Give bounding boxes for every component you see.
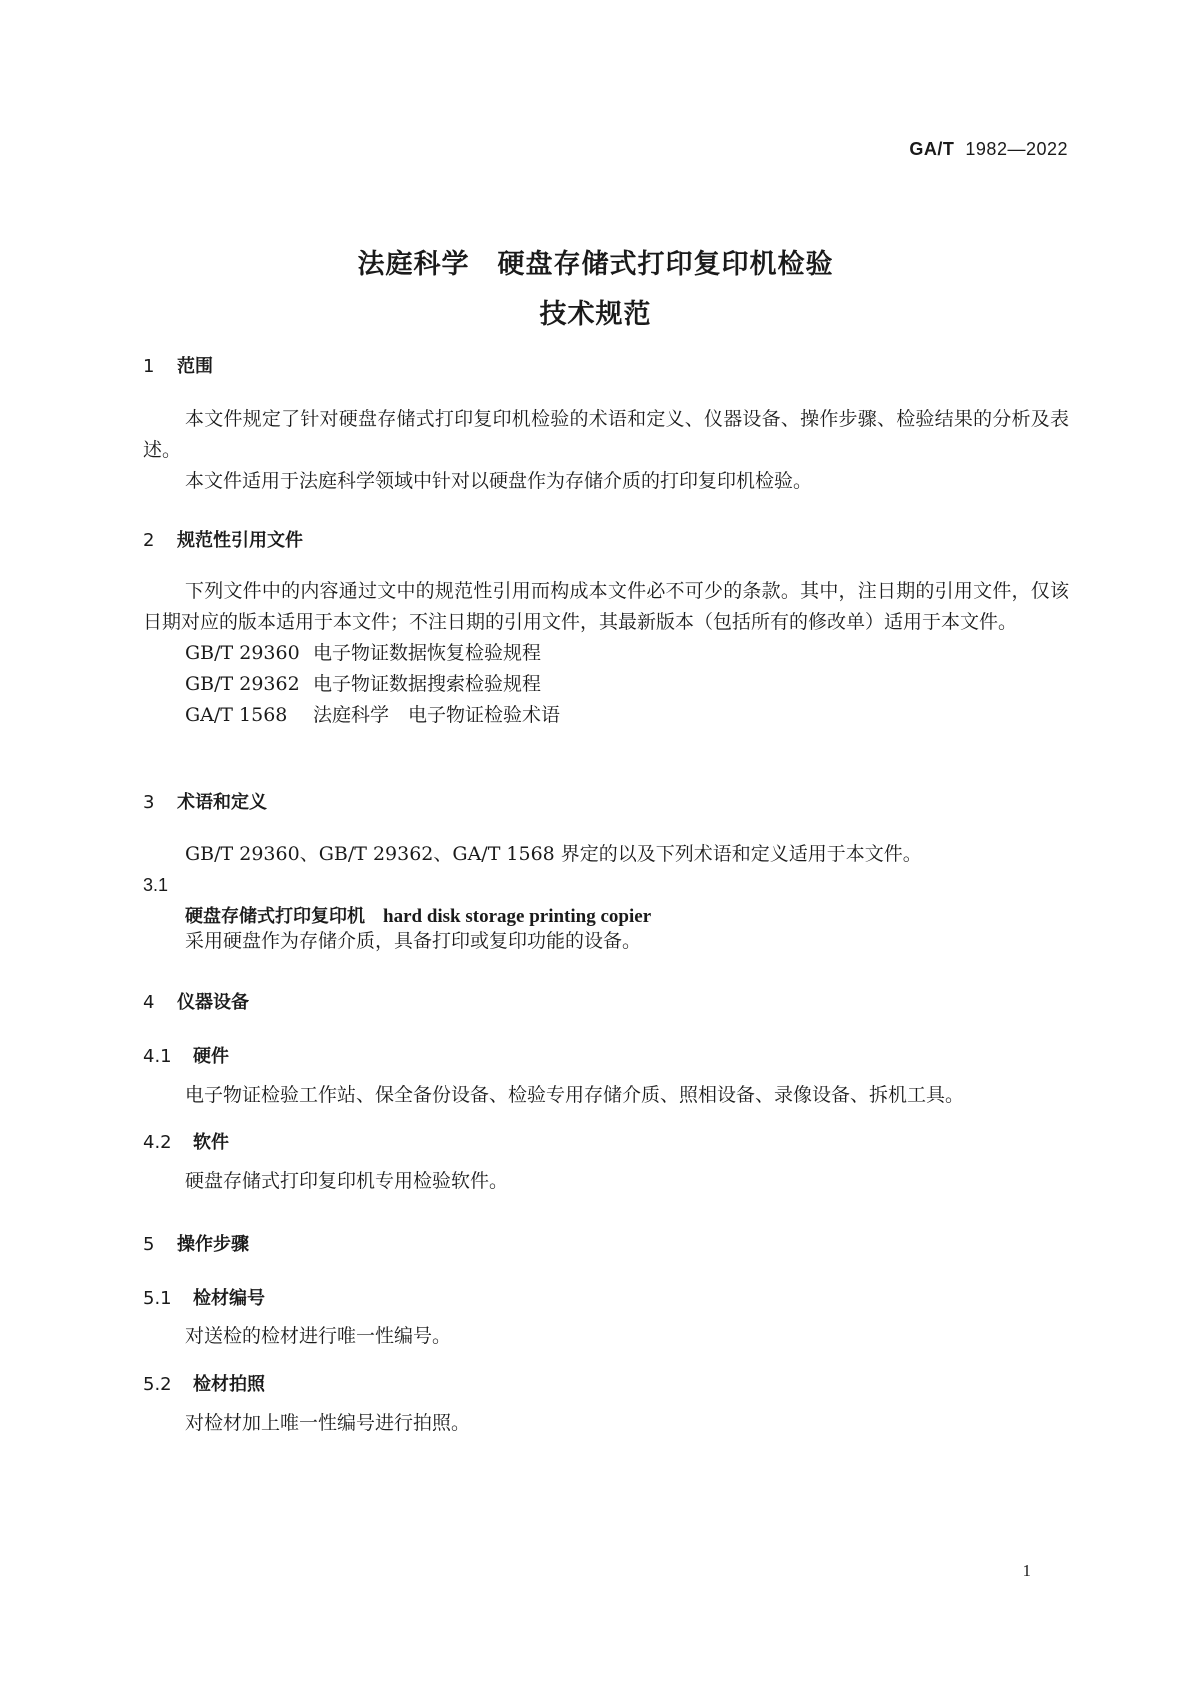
- section-title: 范围: [177, 356, 213, 377]
- term-definition-block: [143, 926, 1069, 957]
- section-4-heading: [143, 988, 1069, 1014]
- subsection-title: 检材编号: [193, 1288, 265, 1309]
- section-2-body: [143, 576, 1069, 731]
- section-title: 操作步骤: [177, 1234, 249, 1255]
- subsection-title: 检材拍照: [193, 1374, 265, 1395]
- page-number: 1: [1022, 1561, 1031, 1580]
- section-title: 术语和定义: [177, 792, 267, 813]
- subsection-5-1-heading: [143, 1284, 1069, 1310]
- standard-year: 1982—2022: [965, 139, 1068, 159]
- section-number: 3: [143, 792, 155, 813]
- term-number: 3.1: [143, 875, 169, 895]
- reference-item: [143, 700, 1069, 731]
- title-line-2: 技术规范: [539, 299, 652, 330]
- term-english: hard disk storage printing copier: [383, 906, 652, 927]
- document-title: [0, 240, 1191, 340]
- subsection-4-1-heading: [143, 1042, 1069, 1068]
- subsection-number: 5.1: [143, 1288, 172, 1309]
- subsection-5-2-heading: [143, 1370, 1069, 1396]
- standard-number: [909, 139, 1068, 160]
- section-2-heading: [143, 526, 1069, 552]
- subsection-4-2-heading: [143, 1128, 1069, 1154]
- subsection-number: 4.2: [143, 1132, 172, 1153]
- subsection-number: 5.2: [143, 1374, 172, 1395]
- paragraph: 下列文件中的内容通过文中的规范性引用而构成本文件必不可少的条款。其中，注日期的引用文件，仅该日期对应的版本适用于本文件；不注日期的引用文件，其最新版本（包括所有的修改单）适用于本文件。: [143, 580, 1069, 633]
- section-3-body: [143, 839, 1069, 870]
- subsection-4-2-body: [143, 1166, 1069, 1197]
- reference-title: 电子物证数据搜索检验规程: [313, 673, 542, 695]
- section-number: 5: [143, 1234, 155, 1255]
- section-5-heading: [143, 1230, 1069, 1256]
- section-title: 仪器设备: [177, 992, 249, 1013]
- section-1-heading: [143, 352, 1069, 378]
- paragraph: 本文件规定了针对硬盘存储式打印复印机检验的术语和定义、仪器设备、操作步骤、检验结果的分析及表述。: [143, 408, 1069, 461]
- paragraph: 电子物证检验工作站、保全备份设备、检验专用存储介质、照相设备、录像设备、拆机工具。: [185, 1084, 965, 1106]
- reference-title: 法庭科学 电子物证检验术语: [313, 704, 561, 726]
- reference-code: GA/T 1568: [185, 704, 288, 726]
- reference-title: 电子物证数据恢复检验规程: [313, 642, 542, 664]
- reference-code: GB/T 29362: [185, 673, 300, 695]
- subsection-title: 软件: [193, 1132, 229, 1153]
- subsection-number: 4.1: [143, 1046, 172, 1067]
- subsection-5-2-body: [143, 1408, 1069, 1439]
- term-definition: 采用硬盘作为存储介质，具备打印或复印功能的设备。: [185, 930, 642, 952]
- paragraph: 对检材加上唯一性编号进行拍照。: [185, 1412, 471, 1434]
- title-line-1: 法庭科学 硬盘存储式打印复印机检验: [357, 249, 834, 280]
- paragraph: 本文件适用于法庭科学领域中针对以硬盘作为存储介质的打印复印机检验。: [185, 470, 813, 492]
- term-chinese: 硬盘存储式打印复印机: [185, 906, 365, 927]
- reference-code: GB/T 29360: [185, 642, 300, 664]
- reference-item: [143, 669, 1069, 700]
- paragraph: GB/T 29360、GB/T 29362、GA/T 1568 界定的以及下列术语和定义适用于本文件。: [185, 843, 922, 865]
- subsection-title: 硬件: [193, 1046, 229, 1067]
- section-number: 4: [143, 992, 155, 1013]
- subsection-4-1-body: [143, 1080, 1069, 1111]
- reference-item: [143, 638, 1069, 669]
- section-number: 2: [143, 530, 155, 551]
- paragraph: 对送检的检材进行唯一性编号。: [185, 1325, 452, 1347]
- section-number: 1: [143, 356, 155, 377]
- standard-code: GA/T: [909, 139, 955, 159]
- section-3-heading: [143, 788, 1069, 814]
- section-1-body: [143, 404, 1069, 497]
- term-entry: [143, 902, 1111, 928]
- subsection-5-1-body: [143, 1321, 1069, 1352]
- section-title: 规范性引用文件: [177, 530, 303, 551]
- paragraph: 硬盘存储式打印复印机专用检验软件。: [185, 1170, 509, 1192]
